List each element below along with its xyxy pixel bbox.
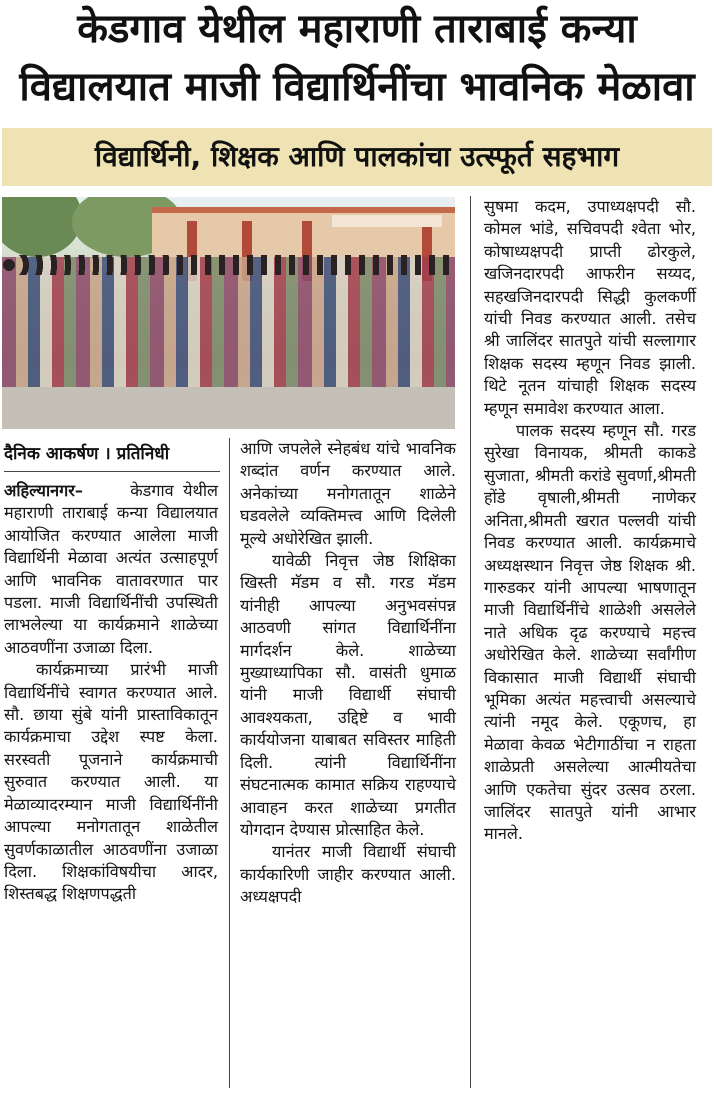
article-paragraph: पालक सदस्य म्हणून सौ. गरड सुरेखा विनायक, श्रीमती काकडे सुजाता, श्रीमती करांडे सुवर्णा,श्रीमती होंडे वृषाली,श्रीमती नाणेकर अनिता,श्रीमती खरात पल्लवी यांची निवड करण्यात आली. कार्यक्रमाचे अध्यक्षस्थान निवृत्त जेष्ठ शिक्षक श्री. गारुडकर यांनी आपल्या भाषणातून माजी विद्यार्थिनींचे शाळेशी असलेले नाते अधिक दृढ करण्याचे महत्त्व अधोरेखित केले. शाळेच्या सर्वांगीण विकासात माजी विद्यार्थी संघाची भूमिका अत्यंत महत्त्वाची असल्याचे त्यांनी नमूद केले. एकूणच, हा मेळावा केवळ भेटीगाठींचा न राहता शाळेप्रती असलेल्या आत्मीयतेचा आणि एकतेचा सुंदर उत्सव ठरला. जालिंदर सातपुते यांनी आभार मानले. xyxy=(484,421,696,844)
headline xyxy=(0,0,714,126)
article-paragraph: कार्यक्रमाच्या प्रारंभी माजी विद्यार्थिनींचे स्वागत करण्यात आले. सौ. छाया सुंबे यांनी प्रास्ताविकातून कार्यक्रमाचा उद्देश स्पष्ट केला. सरस्वती पूजनाने कार्यक्रमाची सुरुवात करण्यात आली. या मेळाव्यादरम्यान माजी विद्यार्थिनींनी आपल्या मनोगतातून शाळेतील सुवर्णकाळातील आठवणींना उजाळा दिला. शिक्षकांविषयीचा आदर, शिस्तबद्ध शिक्षणपद्धती xyxy=(4,660,218,904)
article-column-1 xyxy=(4,480,218,906)
headline-line-2: विद्यालयात माजी विद्यार्थिनींचा भावनिक मेळावा xyxy=(19,64,695,110)
article-paragraph: सुषमा कदम, उपाध्यक्षपदी सौ. कोमल भांडे, सचिवपदी श्वेता भोर, कोषाध्यक्षपदी प्राप्ती ढोरकुले, खजिनदारपदी आफरीन सय्यद, सहखजिनदारपदी सिद्धी कुलकर्णी यांची निवड करण्यात आली. तसेच श्री जालिंदर सातपुते यांची सल्लागार शिक्षक सदस्य म्हणून निवड झाली. थिटे नूतन यांचाही शिक्षक सदस्य म्हणून समावेश करण्यात आला. xyxy=(484,197,696,418)
dateline: अहिल्यानगर– xyxy=(4,481,83,500)
subheadline: विद्यार्थिनी, शिक्षक आणि पालकांचा उत्स्फूर्त सहभाग xyxy=(2,128,712,186)
article-paragraph: आणि जपलेले स्नेहबंध यांचे भावनिक शब्दांत वर्णन करण्यात आले. अनेकांच्या मनोगतातून शाळेने घडवलेले व्यक्तिमत्त्व आणि दिलेली मूल्ये अधोरेखित झाली. xyxy=(240,439,456,548)
paragraph-text: केडगाव येथील महाराणी ताराबाई कन्या विद्यालयात आयोजित करण्यात आलेला माजी विद्यार्थिनी मेळावा अत्यंत उत्साहपूर्ण आणि भावनिक वातावरणात पार पडला. माजी विद्यार्थिनींची उपस्थिती लाभलेल्या या कार्यक्रमाने शाळेच्या आठवणींना उजाळा दिला. xyxy=(4,481,218,657)
school-sign xyxy=(332,215,442,227)
article-paragraph: यावेळी निवृत्त जेष्ठ शिक्षिका खिस्ती मॅडम व सौ. गरड मॅडम यांनीही आपल्या अनुभवसंपन्न आठवणी सांगत विद्यार्थिनींना मार्गदर्शन केले. शाळेच्या मुख्याध्यापिका सौ. वासंती धुमाळ यांनी माजी विद्यार्थी संघाची आवश्यकता, उद्दिष्टे व भावी कार्ययोजना याबाबत सविस्तर माहिती दिली. त्यांनी विद्यार्थिनींना संघटनात्मक कामात सक्रिय राहण्याचे आवाहन करत शाळेच्या प्रगतीत योगदान देण्यास प्रोत्साहित केले. xyxy=(240,551,456,839)
article-column-2 xyxy=(240,438,456,909)
article-paragraph: यानंतर माजी विद्यार्थी संघाची कार्यकारिणी जाहीर करण्यात आली. अध्यक्षपदी xyxy=(240,842,456,907)
headline-line-1: केडगाव येथील महाराणी ताराबाई कन्या xyxy=(77,6,637,52)
byline: दैनिक आकर्षण । प्रतिनिधी xyxy=(4,444,170,464)
article-paragraph xyxy=(4,480,218,659)
column-divider xyxy=(229,438,230,1088)
article-column-3 xyxy=(484,196,696,846)
byline-underline xyxy=(4,471,220,472)
column-divider xyxy=(470,196,471,1088)
group-photo xyxy=(2,197,455,429)
